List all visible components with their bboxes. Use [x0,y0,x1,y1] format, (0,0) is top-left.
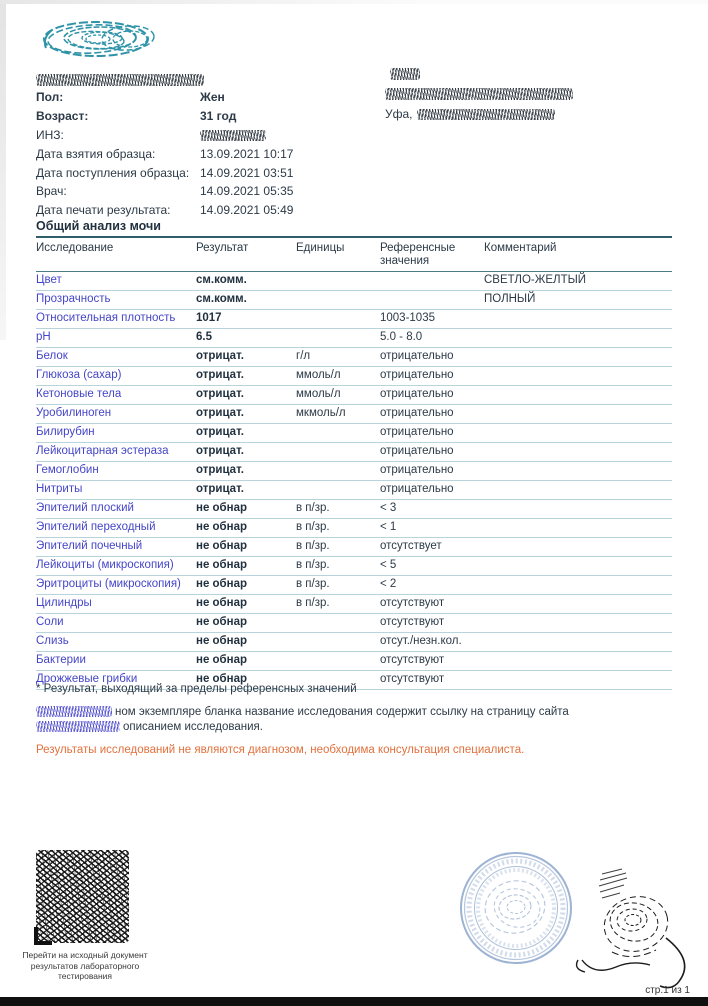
info-paragraph [36,705,646,735]
table-row [36,329,672,348]
info-value [200,128,366,142]
test-result: отрицат. [196,405,296,424]
col-header-test: Исследование [36,237,196,272]
test-reference: отсутствуют [380,595,484,614]
test-units [296,424,380,443]
test-result: не обнар [196,519,296,538]
redacted-clinic-phone [385,88,573,100]
redacted-clinic-address [417,109,555,120]
results-table [36,236,672,690]
info-label: ИНЗ: [36,127,64,142]
test-result: отрицат. [196,462,296,481]
test-units: г/л [296,348,380,367]
col-header-result: Результат [196,237,296,272]
redacted-patient-name [36,74,204,86]
table-row [36,367,672,386]
info-label: Врач: [36,184,67,199]
test-name: pH [36,329,196,348]
test-units [296,652,380,671]
test-units: ммоль/л [296,367,380,386]
test-result: не обнар [196,614,296,633]
clinic-city: Уфа, [385,107,413,121]
info-label: Дата взятия образца: [36,146,156,161]
info-row-inz [36,126,366,145]
scan-edge [0,0,6,340]
lab-logo-icon [38,18,170,65]
test-comment [484,462,672,481]
redacted-clinic-line [390,68,420,80]
test-result: отрицат. [196,348,296,367]
test-units: в п/зр. [296,500,380,519]
table-row [36,462,672,481]
round-seal-icon [457,849,575,972]
test-units: в п/зр. [296,576,380,595]
test-result: не обнар [196,500,296,519]
disclaimer-text: Результаты исследований не являются диагнозом, необходима консультация специалиста. [36,744,525,756]
test-name: Лейкоцитарная эстераза [36,443,196,462]
test-result: отрицат. [196,481,296,500]
test-result: отрицат. [196,424,296,443]
test-result: не обнар [196,576,296,595]
test-reference: < 2 [380,576,484,595]
test-name: Нитриты [36,481,196,500]
test-comment [484,443,672,462]
info-value: Жен [200,90,225,105]
test-name: Кетоновые тела [36,386,196,405]
info-row-age [36,107,366,126]
info-value: 13.09.2021 10:17 [200,146,294,161]
test-units [296,481,380,500]
test-units: в п/зр. [296,557,380,576]
test-comment [484,329,672,348]
col-header-comment: Комментарий [484,237,672,272]
test-units: ммоль/л [296,386,380,405]
test-reference: отрицательно [380,367,484,386]
scan-edge [0,0,708,4]
test-result: не обнар [196,595,296,614]
info-label: Дата поступления образца: [36,165,190,180]
test-result: отрицат. [196,443,296,462]
test-units [296,462,380,481]
test-result: отрицат. [196,367,296,386]
table-row [36,310,672,329]
table-row [36,595,672,614]
info-paragraph-text2: описанием исследования. [123,721,263,733]
test-units: в п/зр. [296,538,380,557]
test-units [296,329,380,348]
test-comment [484,481,672,500]
redacted-paragraph-start [36,706,112,717]
info-label: Дата печати результата: [36,203,171,218]
qr-code-icon [36,850,129,943]
info-paragraph-text1: ном экземпляре бланка название исследования содержит ссылку на страницу сайта [115,706,569,718]
test-reference: < 3 [380,500,484,519]
test-units [296,443,380,462]
test-result: 6.5 [196,329,296,348]
table-row [36,272,672,291]
test-comment [484,500,672,519]
test-name: Белок [36,348,196,367]
qr-caption: Перейти на исходный документ результатов лабораторного тестирования [22,950,148,981]
test-reference: отсутствует [380,538,484,557]
table-row [36,557,672,576]
test-result: не обнар [196,633,296,652]
patient-info [36,88,366,220]
test-reference: < 5 [380,557,484,576]
test-comment [484,614,672,633]
test-units: мкмоль/л [296,405,380,424]
test-units [296,272,380,291]
test-reference: отрицательно [380,386,484,405]
test-reference: отрицательно [380,462,484,481]
test-name: Гемоглобин [36,462,196,481]
test-result: не обнар [196,671,296,690]
test-result: 1017 [196,310,296,329]
table-row [36,652,672,671]
test-reference: отсутствуют [380,614,484,633]
test-comment [484,348,672,367]
info-value: 31 год [200,109,237,124]
table-row [36,614,672,633]
table-row [36,519,672,538]
test-comment [484,310,672,329]
test-result: см.комм. [196,291,296,310]
test-reference: отрицательно [380,424,484,443]
test-name: Эпителий почечный [36,538,196,557]
test-name: Глюкоза (сахар) [36,367,196,386]
test-comment [484,424,672,443]
test-name: Прозрачность [36,291,196,310]
redacted-paragraph-start2 [36,721,120,732]
test-reference: отсут./незн.кол. [380,633,484,652]
test-comment [484,519,672,538]
test-reference: отсутствуют [380,671,484,690]
section-title: Общий анализ мочи [36,219,161,233]
test-name: Бактерии [36,652,196,671]
test-reference: 5.0 - 8.0 [380,329,484,348]
test-comment: СВЕТЛО-ЖЕЛТЫЙ [484,272,672,291]
table-row [36,538,672,557]
table-row [36,291,672,310]
test-comment [484,405,672,424]
table-header-row [36,237,672,272]
info-value: 14.09.2021 03:51 [200,165,294,180]
test-comment [484,367,672,386]
test-units [296,633,380,652]
info-row-sample-taken [36,144,366,163]
info-row-sample-received [36,163,366,182]
info-row-doctor [36,182,366,201]
col-header-units: Единицы [296,237,380,272]
test-units [296,614,380,633]
test-name: Эритроциты (микроскопия) [36,576,196,595]
test-name: Уробилиноген [36,405,196,424]
test-name: Цилиндры [36,595,196,614]
test-comment [484,386,672,405]
info-value: 14.09.2021 05:49 [200,203,294,218]
test-comment [484,557,672,576]
test-comment [484,538,672,557]
test-reference: 1003-1035 [380,310,484,329]
table-row [36,424,672,443]
test-units [296,291,380,310]
signature-icon [574,860,696,1005]
table-row [36,348,672,367]
test-reference: отрицательно [380,443,484,462]
info-label: Пол: [36,90,64,105]
reference-footnote: * Результат, выходящий за пределы референсных значений [36,683,357,695]
table-row [36,576,672,595]
table-row [36,500,672,519]
qr-corner-marker [34,927,52,945]
test-name: Билирубин [36,424,196,443]
test-name: Эпителий плоский [36,500,196,519]
test-result: не обнар [196,652,296,671]
test-comment [484,652,672,671]
test-name: Эпителий переходный [36,519,196,538]
test-comment: ПОЛНЫЙ [484,291,672,310]
table-row [36,405,672,424]
test-name: Лейкоциты (микроскопия) [36,557,196,576]
test-reference: < 1 [380,519,484,538]
test-name: Слизь [36,633,196,652]
page-number: стр.1 из 1 [645,985,690,996]
test-reference: отрицательно [380,348,484,367]
test-reference: отсутствуют [380,652,484,671]
redacted-inz-value [200,130,266,141]
clinic-info [385,68,645,121]
col-header-reference: Референсные значения [380,237,484,272]
info-row-sex [36,88,366,107]
test-units [296,310,380,329]
clinic-address [385,107,645,121]
test-units: в п/зр. [296,595,380,614]
test-name: Соли [36,614,196,633]
bottom-bar [0,997,708,1006]
info-value: 14.09.2021 05:35 [200,184,294,199]
test-result: не обнар [196,557,296,576]
table-row [36,633,672,652]
test-name: Дрожжевые грибки [36,671,196,690]
test-comment [484,671,672,690]
test-reference: отрицательно [380,481,484,500]
table-row [36,386,672,405]
table-row [36,481,672,500]
test-comment [484,633,672,652]
info-label: Возраст: [36,109,89,124]
test-name: Цвет [36,272,196,291]
test-comment [484,576,672,595]
table-row [36,443,672,462]
test-comment [484,595,672,614]
test-reference [380,272,484,291]
test-result: не обнар [196,538,296,557]
test-name: Относительная плотность [36,310,196,329]
test-units: в п/зр. [296,519,380,538]
info-row-printed [36,201,366,220]
test-reference: отрицательно [380,405,484,424]
test-result: см.комм. [196,272,296,291]
test-result: отрицат. [196,386,296,405]
test-reference [380,291,484,310]
